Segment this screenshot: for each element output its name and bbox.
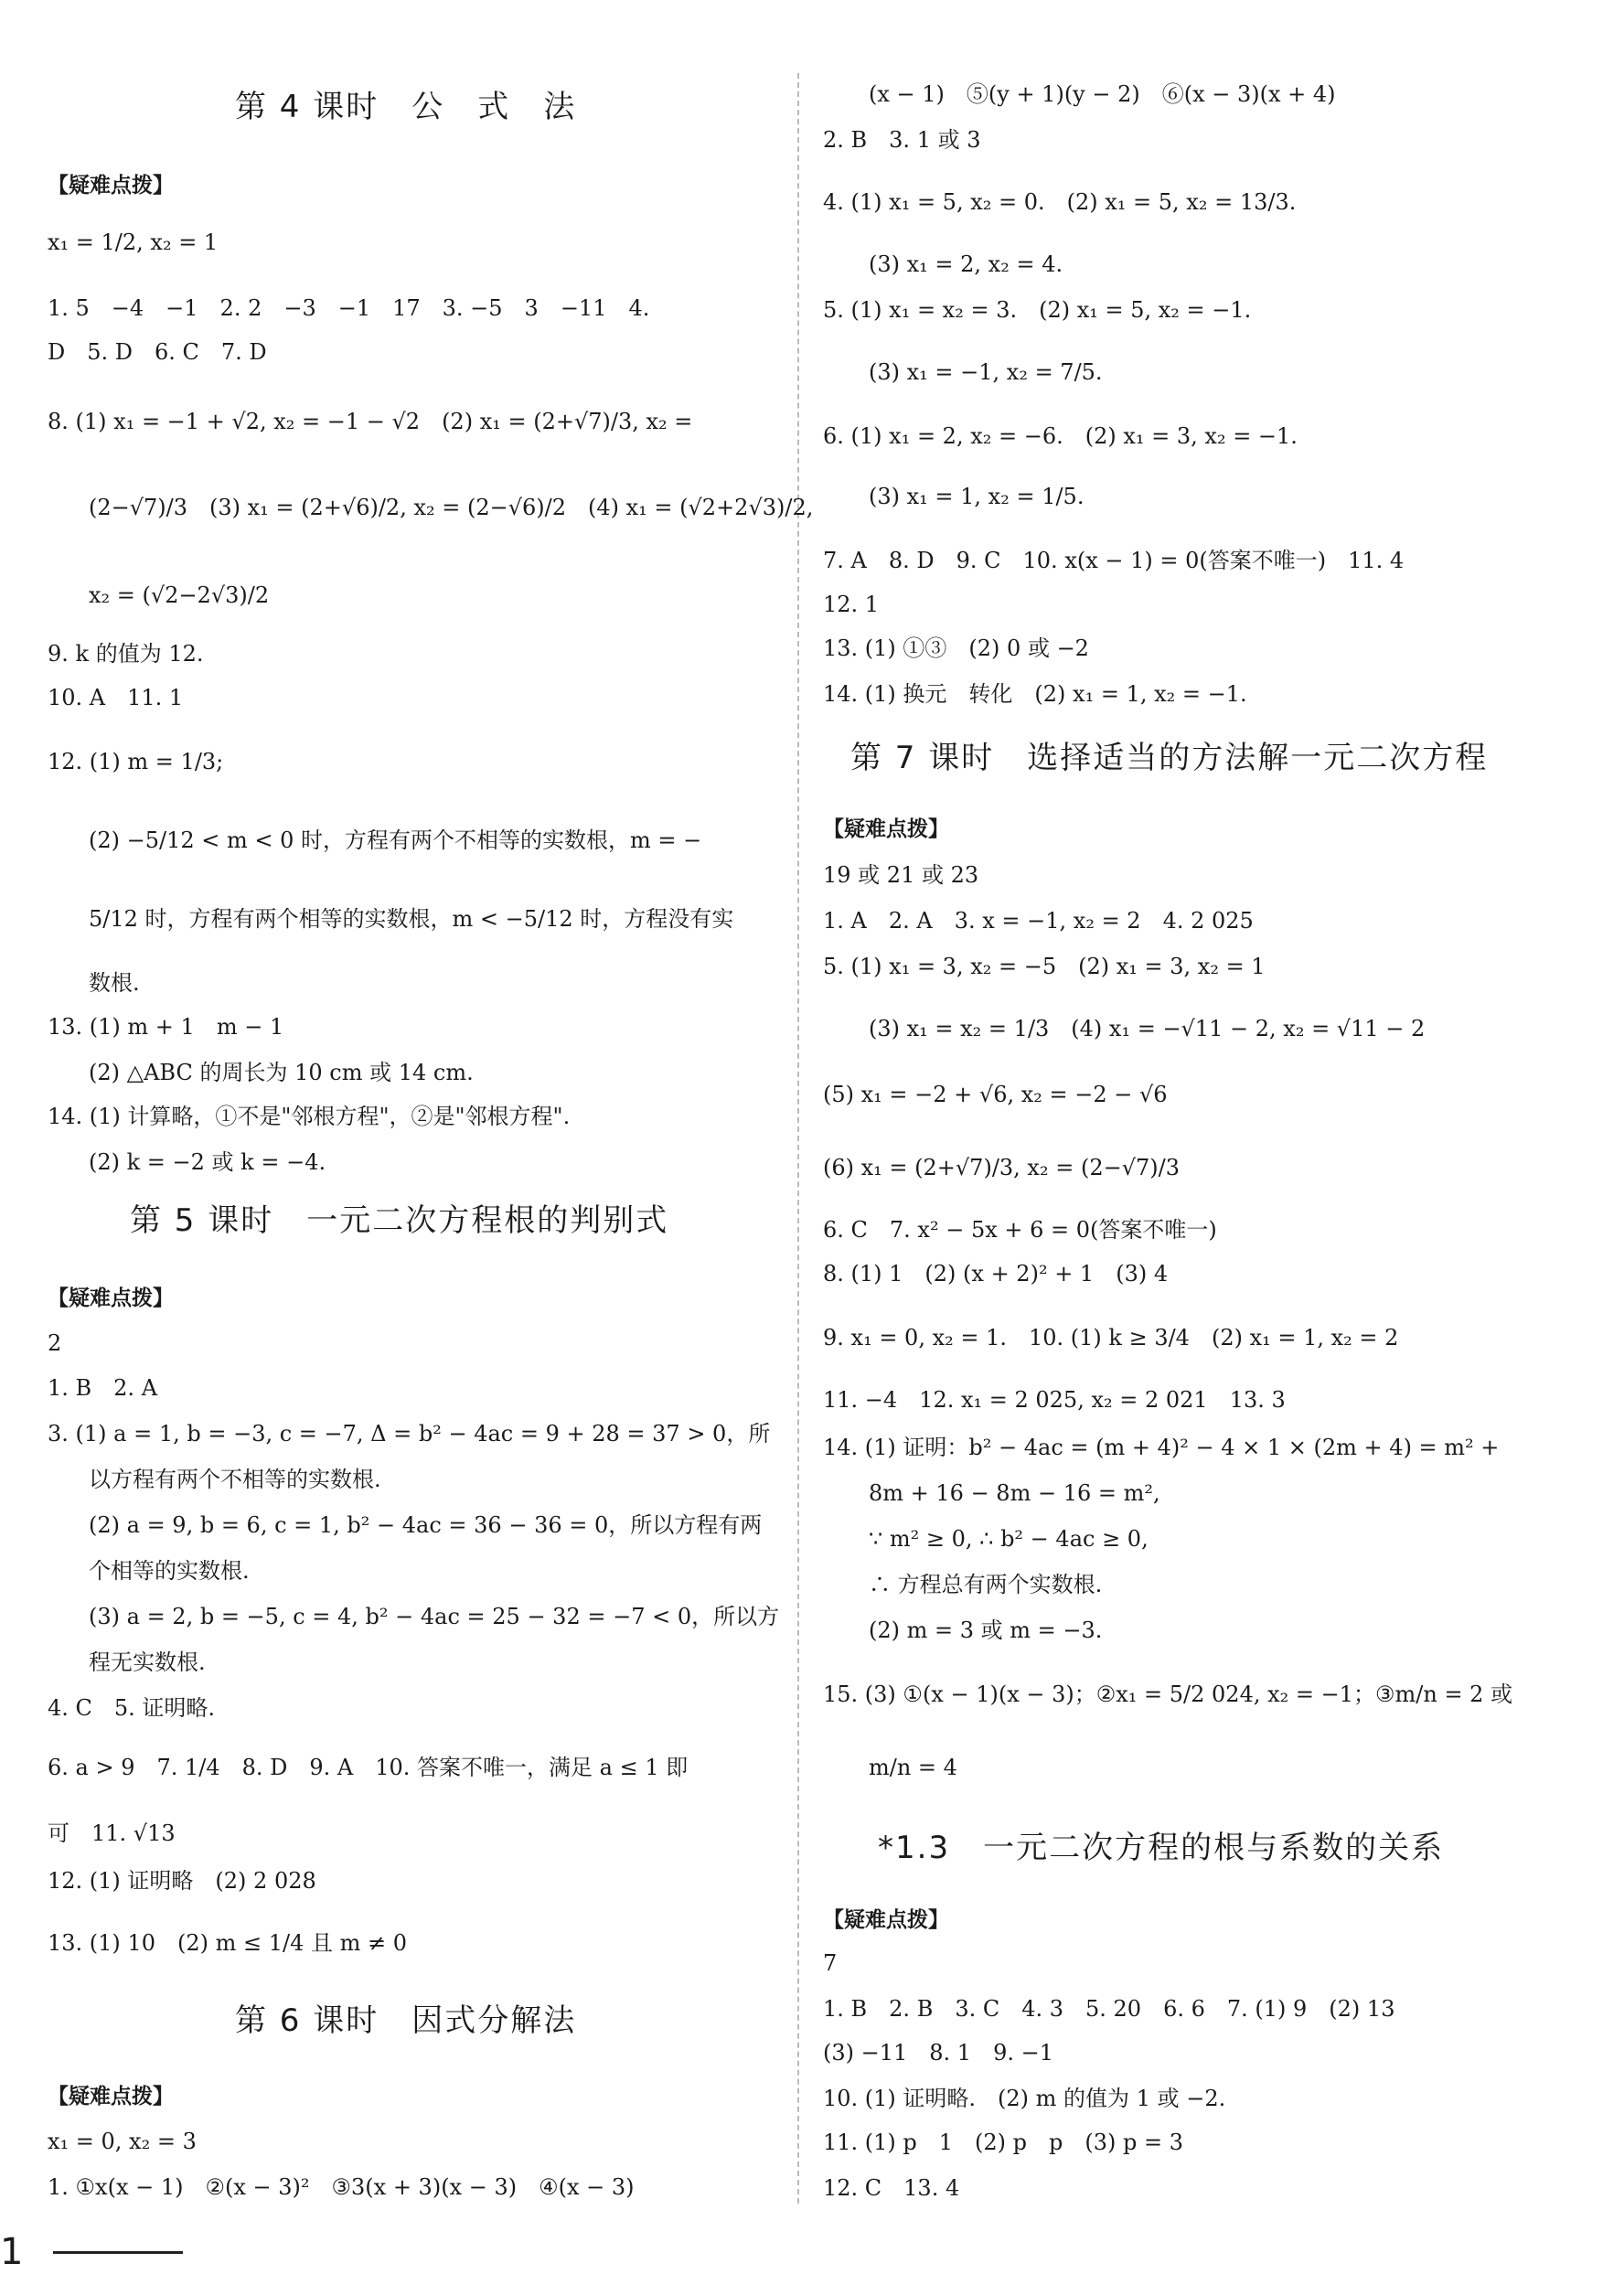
answer-line: 13. (1) 10 (2) m ≤ 1/4 且 m ≠ 0 bbox=[48, 1930, 407, 1956]
section-title-7: 第 7 课时 选择适当的方法解一元二次方程 bbox=[850, 740, 1489, 776]
answer-line: (3) a = 2, b = −5, c = 4, b² − 4ac = 25 − 32 = −7 < 0，所以方 bbox=[89, 1604, 780, 1629]
answer-line: (x − 1) ⑤(y + 1)(y − 2) ⑥(x − 3)(x + 4) bbox=[869, 81, 1336, 107]
answer-line: 5. (1) x₁ = x₂ = 3. (2) x₁ = 5, x₂ = −1. bbox=[823, 297, 1252, 323]
answer-line: 7. A 8. D 9. C 10. x(x − 1) = 0(答案不唯一) 11. 4 bbox=[823, 548, 1405, 573]
answer-line: 2. B 3. 1 或 3 bbox=[823, 127, 981, 153]
answer-line: 15. (3) ①(x − 1)(x − 3)；②x₁ = 5/2 024, x₂ = −1；③m/n = 2 或 bbox=[823, 1681, 1513, 1707]
answer-line: 12. C 13. 4 bbox=[823, 2175, 960, 2201]
answer-line: 3. (1) a = 1, b = −3, c = −7, Δ = b² − 4ac = 9 + 28 = 37 > 0，所 bbox=[48, 1421, 771, 1447]
answer-line: 14. (1) 证明：b² − 4ac = (m + 4)² − 4 × 1 × (2m + 4) = m² + bbox=[823, 1435, 1500, 1460]
answer-line: 1. B 2. B 3. C 4. 3 5. 20 6. 6 7. (1) 9 (2) 13 bbox=[823, 1996, 1395, 2022]
answer-line: x₂ = (√2−2√3)/2 bbox=[89, 582, 270, 608]
page-footer-rule bbox=[53, 2251, 183, 2254]
section-title-6: 第 6 课时 因式分解法 bbox=[235, 2002, 577, 2039]
answer-line: 12. (1) m = 1/3; bbox=[48, 749, 224, 774]
answer-line: 4. (1) x₁ = 5, x₂ = 0. (2) x₁ = 5, x₂ = 13/3. bbox=[823, 189, 1297, 215]
answer-line: 5. (1) x₁ = 3, x₂ = −5 (2) x₁ = 3, x₂ = 1 bbox=[823, 954, 1266, 979]
answer-line: 4. C 5. 证明略. bbox=[48, 1695, 216, 1721]
answer-line: 14. (1) 计算略，①不是"邻根方程"，②是"邻根方程". bbox=[48, 1104, 571, 1129]
answer-line: (2) △ABC 的周长为 10 cm 或 14 cm. bbox=[89, 1060, 474, 1085]
answer-line: 1. 5 −4 −1 2. 2 −3 −1 17 3. −5 3 −11 4. bbox=[48, 295, 650, 321]
answer-line: (2−√7)/3 (3) x₁ = (2+√6)/2, x₂ = (2−√6)/2 (4) x₁ = (√2+2√3)/2, bbox=[89, 495, 814, 520]
answer-line: 5/12 时，方程有两个相等的实数根，m < −5/12 时，方程没有实 bbox=[89, 906, 734, 932]
section-title-4: 第 4 课时 公 式 法 bbox=[235, 89, 577, 125]
answer-line: m/n = 4 bbox=[869, 1755, 957, 1780]
answer-line: 1. B 2. A bbox=[48, 1375, 158, 1401]
answer-line: (6) x₁ = (2+√7)/3, x₂ = (2−√7)/3 bbox=[823, 1155, 1180, 1180]
answer-line: 可 11. √13 bbox=[48, 1820, 176, 1846]
answer-line: 12. (1) 证明略 (2) 2 028 bbox=[48, 1868, 316, 1894]
answer-line: 6. C 7. x² − 5x + 6 = 0(答案不唯一) bbox=[823, 1217, 1217, 1243]
answer-line: 数根. bbox=[89, 970, 140, 996]
answer-line: 10. A 11. 1 bbox=[48, 685, 184, 710]
answer-line: (3) x₁ = −1, x₂ = 7/5. bbox=[869, 359, 1103, 385]
answer-line: (2) m = 3 或 m = −3. bbox=[869, 1617, 1103, 1643]
answer-line: 14. (1) 换元 转化 (2) x₁ = 1, x₂ = −1. bbox=[823, 681, 1247, 707]
answer-line: 11. (1) p 1 (2) p p (3) p = 3 bbox=[823, 2130, 1184, 2155]
answer-line: 6. (1) x₁ = 2, x₂ = −6. (2) x₁ = 3, x₂ = −1. bbox=[823, 423, 1298, 449]
tip-label: 【疑难点拨】 bbox=[48, 174, 174, 198]
answer-line: (3) x₁ = x₂ = 1/3 (4) x₁ = −√11 − 2, x₂ = √11 − 2 bbox=[869, 1016, 1426, 1041]
answer-line: ∴ 方程总有两个实数根. bbox=[869, 1572, 1103, 1597]
answer-line: 2 bbox=[48, 1330, 62, 1356]
tip-label: 【疑难点拨】 bbox=[48, 2085, 174, 2109]
answer-line: 19 或 21 或 23 bbox=[823, 862, 979, 888]
column-divider bbox=[797, 73, 799, 2204]
answer-line: 10. (1) 证明略. (2) m 的值为 1 或 −2. bbox=[823, 2086, 1226, 2111]
answer-line: 13. (1) m + 1 m − 1 bbox=[48, 1014, 284, 1040]
answer-line: (3) x₁ = 1, x₂ = 1/5. bbox=[869, 484, 1084, 509]
answer-line: 程无实数根. bbox=[89, 1649, 206, 1675]
answer-line: 9. x₁ = 0, x₂ = 1. 10. (1) k ≥ 3/4 (2) x₁ = 1, x₂ = 2 bbox=[823, 1325, 1399, 1351]
answer-line: 8m + 16 − 8m − 16 = m², bbox=[869, 1480, 1160, 1506]
page-number: 1 bbox=[0, 2231, 24, 2273]
section-title-1-3: *1.3 一元二次方程的根与系数的关系 bbox=[878, 1830, 1445, 1866]
answer-line: (2) a = 9, b = 6, c = 1, b² − 4ac = 36 − 36 = 0，所以方程有两 bbox=[89, 1512, 763, 1538]
answer-line: 8. (1) 1 (2) (x + 2)² + 1 (3) 4 bbox=[823, 1261, 1169, 1286]
answer-line: (3) −11 8. 1 9. −1 bbox=[823, 2040, 1053, 2066]
tip-label: 【疑难点拨】 bbox=[823, 817, 949, 841]
answer-line: 1. A 2. A 3. x = −1, x₂ = 2 4. 2 025 bbox=[823, 908, 1254, 934]
answer-line: x₁ = 1/2, x₂ = 1 bbox=[48, 230, 219, 255]
answer-line: 12. 1 bbox=[823, 592, 880, 617]
answer-line: ∵ m² ≥ 0, ∴ b² − 4ac ≥ 0, bbox=[869, 1526, 1149, 1552]
answer-line: 8. (1) x₁ = −1 + √2, x₂ = −1 − √2 (2) x₁ = (2+√7)/3, x₂ = bbox=[48, 409, 693, 434]
answer-line: (2) k = −2 或 k = −4. bbox=[89, 1149, 326, 1175]
answer-line: 个相等的实数根. bbox=[89, 1558, 250, 1584]
tip-label: 【疑难点拨】 bbox=[823, 1908, 949, 1932]
answer-line: D 5. D 6. C 7. D bbox=[48, 339, 267, 365]
answer-line: x₁ = 0, x₂ = 3 bbox=[48, 2129, 197, 2154]
answer-line: 6. a > 9 7. 1/4 8. D 9. A 10. 答案不唯一，满足 a ≤ 1 即 bbox=[48, 1755, 689, 1780]
answer-line: (2) −5/12 < m < 0 时，方程有两个不相等的实数根，m = − bbox=[89, 827, 702, 853]
answer-line: 以方程有两个不相等的实数根. bbox=[89, 1467, 381, 1492]
answer-line: (3) x₁ = 2, x₂ = 4. bbox=[869, 251, 1063, 277]
answer-line: (5) x₁ = −2 + √6, x₂ = −2 − √6 bbox=[823, 1082, 1168, 1107]
tip-label: 【疑难点拨】 bbox=[48, 1286, 174, 1310]
section-title-5: 第 5 课时 一元二次方程根的判别式 bbox=[130, 1202, 669, 1239]
answer-line: 9. k 的值为 12. bbox=[48, 641, 204, 667]
answer-line: 11. −4 12. x₁ = 2 025, x₂ = 2 021 13. 3 bbox=[823, 1387, 1286, 1413]
answer-line: 1. ①x(x − 1) ②(x − 3)² ③3(x + 3)(x − 3) ④(x − 3) bbox=[48, 2174, 635, 2200]
answer-line: 7 bbox=[823, 1950, 838, 1976]
answer-line: 13. (1) ①③ (2) 0 或 −2 bbox=[823, 635, 1089, 661]
